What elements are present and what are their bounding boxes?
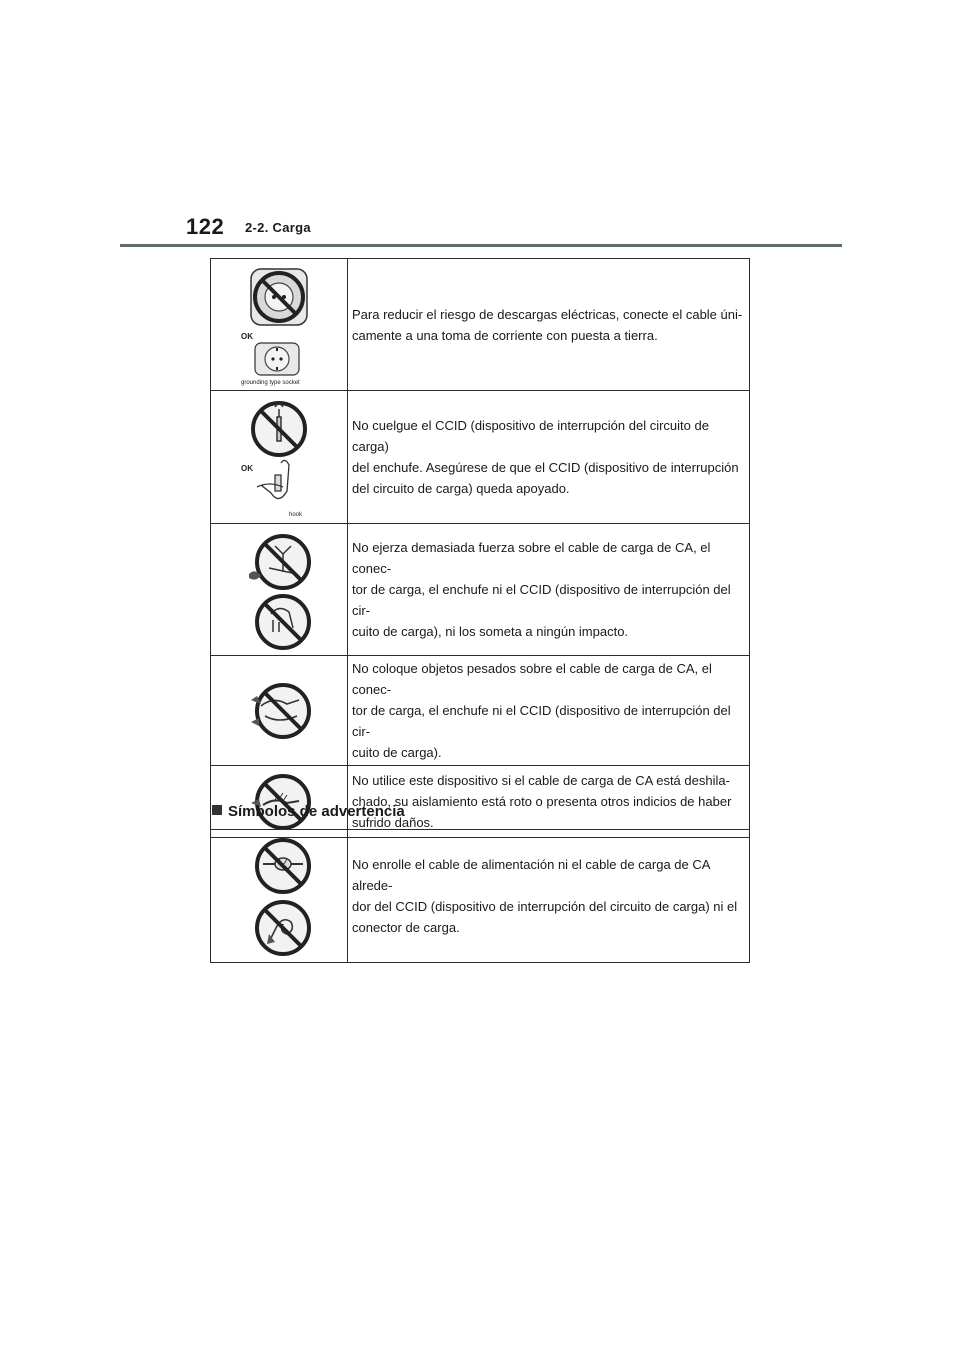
no-hanging-ccid-icon [211,391,348,524]
row-text: Para reducir el riesgo de descargas eléctricas, conecte el cable úni- camente a una toma de corriente con puesta a tierra. [348,259,750,391]
row-text: No cuelgue el CCID (dispositivo de interrupción del circuito de carga) del enchufe. Asegúrese de que el CCID (dispositivo de interrupción del circuito de carga) queda apoyado. [348,391,750,524]
no-damaged-cable-icon [211,766,348,838]
table-row [211,656,750,766]
square-bullet-icon [212,805,222,815]
caution-table [210,258,750,838]
row-text: No utilice este dispositivo si el cable de carga de CA está deshila- chado, su aislamiento está roto o presenta otros indicios de haber sufrido daños. [348,766,750,838]
header-divider [120,244,842,247]
table-row [211,391,750,524]
no-coiling-cable-icon [211,830,348,963]
ok-label: OK [241,464,253,473]
row-text: No ejerza demasiada fuerza sobre el cable de carga de CA, el conec- tor de carga, el enchufe ni el CCID (dispositivo de interrupción del cir- cuito de carga), ni los someta a ningún impacto. [348,524,750,656]
grounding-socket-caption: grounding type socket [241,379,300,386]
no-ungrounded-socket-icon [211,259,348,391]
no-force-impact-icon [211,524,348,656]
warning-symbols-table [210,829,750,963]
ok-label: OK [241,331,253,341]
section-title: 2-2. Carga [245,220,311,235]
table-row [211,766,750,838]
table-row [211,830,750,963]
no-heavy-objects-icon [211,656,348,766]
row-text: No coloque objetos pesados sobre el cable de carga de CA, el conec- tor de carga, el enchufe ni el CCID (dispositivo de interrupción del cir- cuito de carga). [348,656,750,766]
page-number: 122 [186,214,225,239]
warning-symbols-heading: Símbolos de advertencia [212,803,405,820]
hook-caption: hook [289,512,303,518]
table-row [211,524,750,656]
table-row [211,259,750,391]
row-text: No enrolle el cable de alimentación ni el cable de carga de CA alrede- dor del CCID (dispositivo de interrupción del circuito de carga) ni el conector de carga. [348,830,750,963]
